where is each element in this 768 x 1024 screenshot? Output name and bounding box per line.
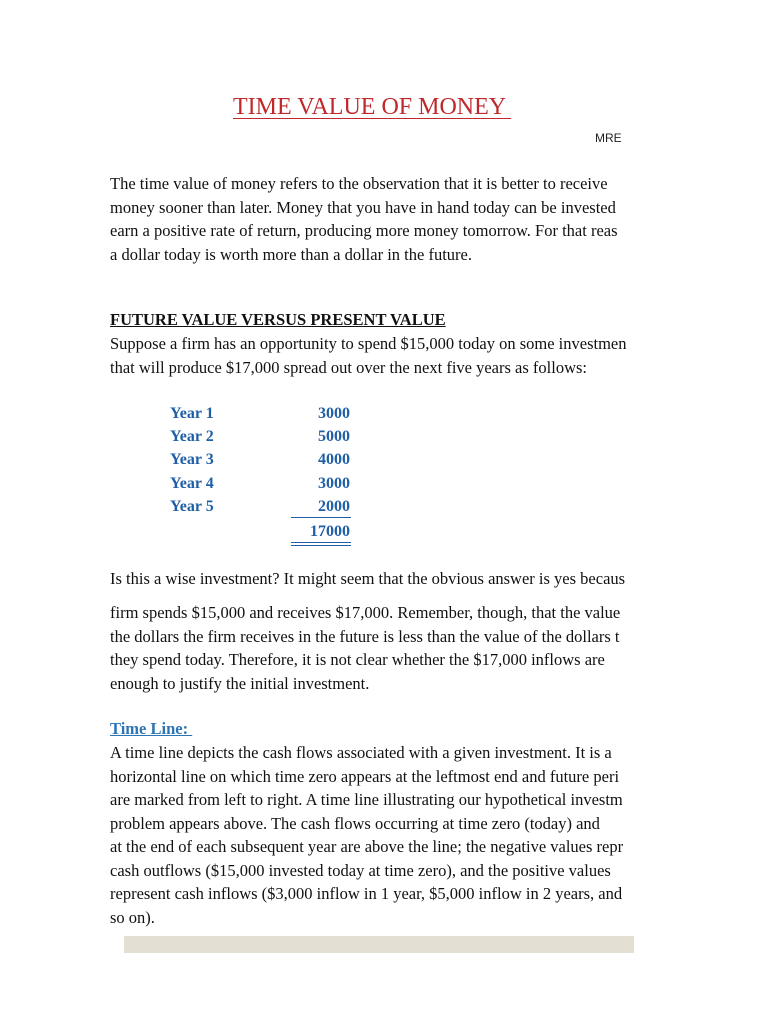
text-line: money sooner than later. Money that you have in hand today can be invested <box>110 197 616 217</box>
cash-flow-amount: 3000 <box>318 474 350 492</box>
intro-paragraph <box>110 172 618 266</box>
author-initials: MRE <box>595 131 622 145</box>
text-line: they spend today. Therefore, it is not clear whether the $17,000 inflows are <box>110 650 605 669</box>
text-line: represent cash inflows ($3,000 inflow in 1 year, $5,000 inflow in 2 years, and <box>110 884 623 903</box>
text-line: the dollars the firm receives in the future is less than the value of the dollars t <box>110 626 620 646</box>
text-line: are marked from left to right. A time line illustrating our hypothetical investm <box>110 790 623 809</box>
footer-bar <box>124 936 634 953</box>
text-line: Is this a wise investment? It might seem that the obvious answer is yes becaus <box>110 569 626 588</box>
text-line: so on). <box>110 907 155 927</box>
text-line: horizontal line on which time zero appears at the leftmost end and future peri <box>110 766 620 786</box>
timeline-paragraph <box>110 741 623 929</box>
text-line: Suppose a firm has an opportunity to spend $15,000 today on some investmen <box>110 334 627 353</box>
text-line: problem appears above. The cash flows occurring at time zero (today) and <box>110 813 600 833</box>
cash-flow-amount: 2000 <box>318 497 350 515</box>
discussion-paragraph <box>110 601 620 695</box>
text-line: A time line depicts the cash flows associated with a given investment. It is a <box>110 743 612 762</box>
cash-flow-amount: 3000 <box>318 405 350 422</box>
text-line: earn a positive rate of return, producing more money tomorrow. For that reas <box>110 221 618 240</box>
cash-flow-total: 17000 <box>310 522 350 540</box>
question-paragraph <box>110 567 625 591</box>
section-paragraph <box>110 332 626 379</box>
year-label: Year 2 <box>170 428 214 446</box>
text-line: enough to justify the initial investment. <box>110 673 370 693</box>
text-line: a dollar today is worth more than a dollar in the future. <box>110 244 472 264</box>
text-line: firm spends $15,000 and receives $17,000. Remember, though, that the value <box>110 603 621 622</box>
total-double-rule <box>291 542 351 546</box>
year-label: Year 5 <box>170 497 214 515</box>
text-line: cash outflows ($15,000 invested today at time zero), and the positive values <box>110 860 611 880</box>
sum-rule <box>291 517 351 518</box>
year-label: Year 1 <box>170 405 214 422</box>
document-title: TIME VALUE OF MONEY <box>233 94 512 120</box>
section-heading: FUTURE VALUE VERSUS PRESENT VALUE <box>110 310 446 329</box>
cash-flow-amount: 5000 <box>318 428 350 446</box>
timeline-heading: Time Line: <box>110 719 193 738</box>
year-label: Year 3 <box>170 451 214 469</box>
text-line: at the end of each subsequent year are above the line; the negative values repr <box>110 837 624 856</box>
year-label: Year 4 <box>170 474 214 492</box>
text-line: The time value of money refers to the observation that it is better to receive <box>110 174 608 193</box>
cash-flow-amount: 4000 <box>318 451 350 469</box>
text-line: that will produce $17,000 spread out over the next five years as follows: <box>110 357 588 377</box>
